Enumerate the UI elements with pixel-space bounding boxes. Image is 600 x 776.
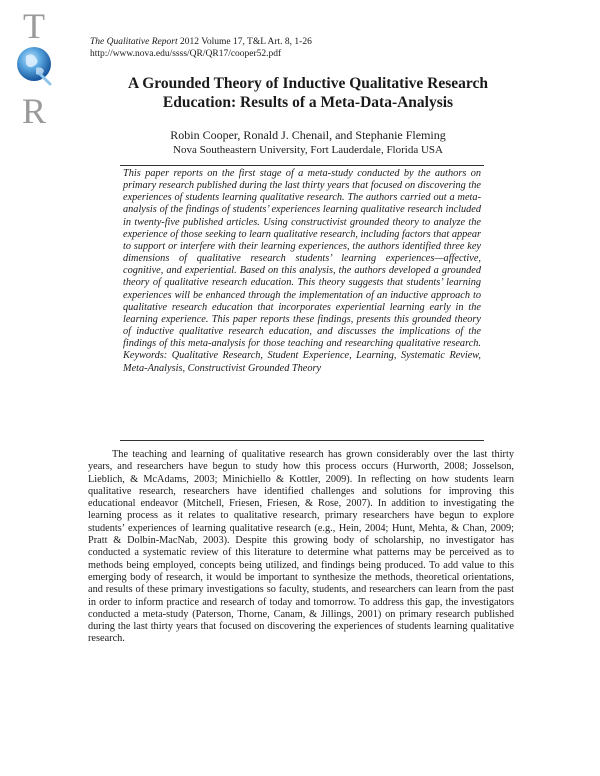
logo-letter-r: R xyxy=(21,91,47,126)
running-header xyxy=(90,36,312,60)
affiliation: Nova Southeastern University, Fort Lauderdale, Florida USA xyxy=(173,144,443,156)
logo-letter-t: T xyxy=(23,6,45,46)
article-url[interactable]: http://www.nova.edu/ssss/QR/QR17/cooper52.pdf xyxy=(90,49,282,59)
journal-name: The Qualitative Report xyxy=(90,37,178,47)
body-paragraph: The teaching and learning of qualitative research has grown considerably over the last thirty years, and researchers have begun to study how this process occurs (Hurworth, 2008; Josselson, Lieblich, & McAdams, 2003; Minichiello & Kottler, 2009). In reflecting on how students learn qualitative research, researchers have identified challenges and solutions for improving this educational endeavor (Mitchell, Friesen, Friesen, & Rose, 2007). In addition to investigating the learning process as it relates to qualitative research, primary researchers have begun to explore students’ experiences of learning qualitative research (e.g., Hein, 2004; Hunt, Mehta, & Chan, 2009; Pratt & Dolbin-MacNab, 2003). Despite this growing body of scholarship, no investigator has conducted a systematic review of this literature to determine what patterns may be perceived as to methods being employed, concepts being utilized, and findings being produced. To add value to this emerging body of research, it would be important to synthesize the methods, theoretical orientations, and results of these primary investigations so faculty, students, and researchers can learn from the past in order to inform practice and research of today and tomorrow. To address this gap, the investigators conducted a meta-study (Paterson, Thorne, Canam, & Jillings, 2001) on primary research published during the last thirty years that focused on discovering the experiences of students learning qualitative research. xyxy=(88,449,514,645)
volume-info: 2012 Volume 17, T&L Art. 8, 1-26 xyxy=(177,37,312,47)
abstract-text: This paper reports on the first stage of a meta-study conducted by the authors on primary research published during the last thirty years that focused on discovering the experiences of students learning qualitative research. The authors carried out a meta-analysis of the findings of students’ experiences learning qualitative research included in twenty-five published articles. Using constructivist grounded theory to analyze the experience of those seeking to learn qualitative research, including factors that appear to support or interfere with their learning experiences, the authors identified three key dimensions of qualitative research students’ learning experiences—affective, cognitive, and experiential. Based on this analysis, the authors developed a grounded theory of qualitative research education. This theory suggests that students’ learning experiences will be enhanced through the implementation of an inductive approach to qualitative research education that incorporates experiential learning early in the learning experience. This paper reports these findings, presents this grounded theory of inductive qualitative research education, and discusses the implications of the findings of this meta-analysis for those teaching and researching qualitative research. Keywords: Qualitative Research, Student Experience, Learning, Systematic Review, Meta-Analysis, Constructivist Grounded Theory xyxy=(123,168,481,374)
abstract-top-rule xyxy=(120,165,484,166)
journal-citation xyxy=(90,36,312,48)
paper-title xyxy=(88,74,528,112)
author-list: Robin Cooper, Ronald J. Chenail, and Stephanie Fleming xyxy=(170,128,446,142)
globe-icon xyxy=(17,47,51,84)
tqr-logo xyxy=(6,6,62,126)
abstract-bottom-rule xyxy=(120,440,484,441)
title-line-2: Education: Results of a Meta-Data-Analysis xyxy=(162,94,454,111)
title-line-1: A Grounded Theory of Inductive Qualitative Research xyxy=(128,75,488,92)
